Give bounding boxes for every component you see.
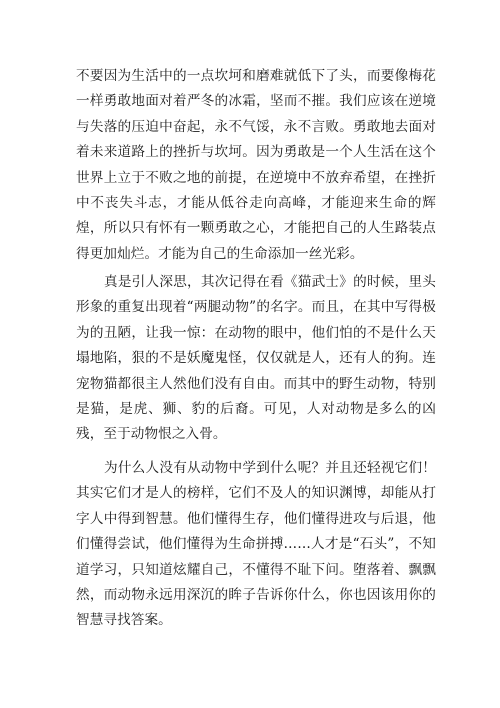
paragraph-3: 为什么人没有从动物中学到什么呢？并且还轻视它们！其实它们才是人的榜样，它们不及人的知识渊博，却能从打字人中得到智慧。他们懂得生存，他们懂得进攻与后退，他们懂得尝试，他们懂得为生命拼搏……人才是“石头”，不知道学习，只知道炫耀自己，不懂得不耻下问。堕落着、飘飘然，而动物永远用深沉的眸子告诉你什么，你也因该用你的智慧寻找答案。 <box>76 460 436 629</box>
paragraph-2: 真是引人深思，其次记得在看《猫武士》的时候，里头形象的重复出现着“两腿动物”的名字。而且，在其中写得极为的丑陋，让我一惊：在动物的眼中，他们怕的不是什么天塌地陷，狠的不是妖魔鬼怪，仅仅就是人，还有人的狗。连宠物猫都很主人然他们没有自由。而其中的野生动物，特别是猫，是虎、狮、豹的后裔。可见，人对动物是多么的凶残，至于动物恨之入骨。 <box>76 274 436 443</box>
paragraph-1: 不要因为生活中的一点坎坷和磨难就低下了头，而要像梅花一样勇敢地面对着严冬的冰霜，坚而不摧。我们应该在逆境与失落的压迫中奋起，永不气馁，永不言败。勇敢地去面对着未来道路上的挫折与坎坷。因为勇敢是一个人生活在这个世界上立于不败之地的前提，在逆境中不放弃希望，在挫折中不丧失斗志，才能从低谷走向高峰，才能迎来生命的辉煌，所以只有怀有一颗勇敢之心，才能把自己的人生路装点得更加灿烂。才能为自己的生命添加一丝光彩。 <box>76 68 436 262</box>
